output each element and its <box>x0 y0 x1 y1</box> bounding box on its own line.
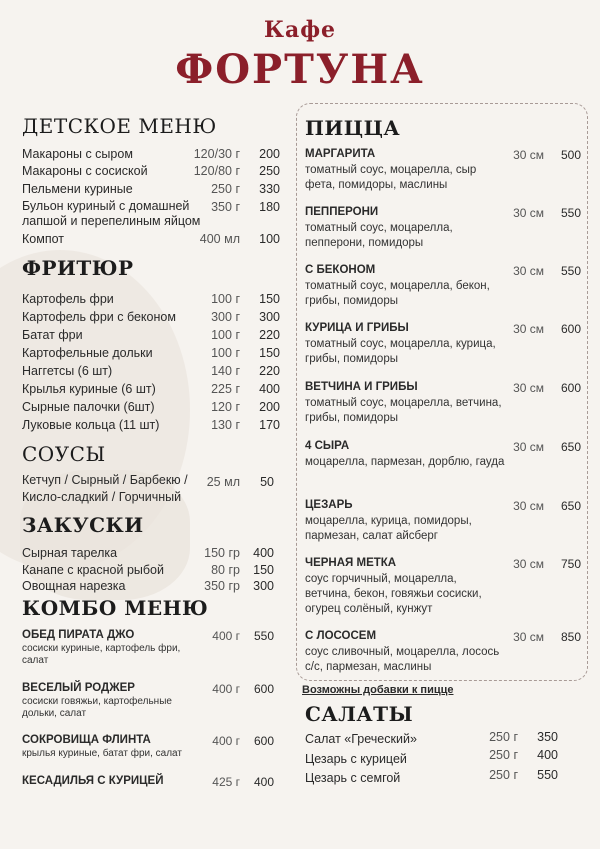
item-name: Картофельные дольки <box>22 346 153 360</box>
pizza-size: 30 см <box>513 322 544 336</box>
menu-item <box>22 199 280 231</box>
pizza-description: моцарелла, пармезан, дорблю, гауда <box>305 456 505 468</box>
item-weight: 80 гр <box>211 563 240 577</box>
item-name: Цезарь с семгой <box>305 771 401 785</box>
pizza-item <box>305 206 581 251</box>
combo-name: СОКРОВИЩА ФЛИНТА <box>22 734 151 746</box>
item-weight: 400 мл <box>199 232 240 246</box>
section-title-snacks: ЗАКУСКИ <box>22 513 144 537</box>
item-price: 550 <box>537 768 558 782</box>
menu-item <box>22 146 280 162</box>
item-weight: 250 г <box>211 182 240 196</box>
item-price: 200 <box>259 400 280 414</box>
pizza-description: соус горчичный, моцарелла, ветчина, бекон, говяжьи сосиски, огурец солёный, кунжут <box>305 573 482 615</box>
section-title-fryer: ФРИТЮР <box>22 256 134 280</box>
pizza-price: 600 <box>560 381 581 395</box>
item-weight: 350 гр <box>204 579 240 593</box>
combo-weight: 400 г <box>212 734 240 748</box>
item-name: Сырные палочки (6шт) <box>22 400 155 414</box>
menu-item <box>22 417 280 433</box>
pizza-size: 30 см <box>513 557 544 571</box>
sauce-list-line1: Кетчуп / Сырный / Барбекю / <box>22 473 188 487</box>
pizza-size: 30 см <box>513 630 544 644</box>
pizza-item <box>305 440 581 470</box>
combo-description: крылья куриные, батат фри, салат <box>22 748 182 759</box>
pizza-name: КУРИЦА И ГРИБЫ <box>305 322 409 334</box>
combo-name: ВЕСЕЛЫЙ РОДЖЕР <box>22 682 135 694</box>
pizza-description: томатный соус, моцарелла, ветчина, грибы, помидоры <box>305 397 502 424</box>
item-price: 400 <box>253 546 274 560</box>
combo-name: КЕСАДИЛЬЯ С КУРИЦЕЙ <box>22 775 164 787</box>
item-name: Макароны с сыром <box>22 147 133 161</box>
sauce-list-line2: Кисло-сладкий / Горчичный <box>22 490 182 504</box>
pizza-item <box>305 264 581 309</box>
combo-item <box>22 734 280 760</box>
pizza-description: томатный соус, моцарелла, пепперони, помидоры <box>305 222 453 249</box>
pizza-price: 550 <box>560 206 581 220</box>
item-name: Пельмени куриные <box>22 182 133 196</box>
pizza-item <box>305 499 581 544</box>
pizza-size: 30 см <box>513 148 544 162</box>
item-price: 150 <box>259 292 280 306</box>
item-name: Батат фри <box>22 328 83 342</box>
pizza-price: 850 <box>560 630 581 644</box>
pizza-name: С БЕКОНОМ <box>305 264 376 276</box>
pizza-item <box>305 381 581 426</box>
menu-item <box>22 181 280 197</box>
item-weight: 150 гр <box>204 546 240 560</box>
item-price: 300 <box>259 310 280 324</box>
pizza-size: 30 см <box>513 264 544 278</box>
section-title-salads: САЛАТЫ <box>305 702 414 726</box>
combo-weight: 425 г <box>212 775 240 789</box>
item-price: 220 <box>259 328 280 342</box>
item-weight: 130 г <box>211 418 240 432</box>
menu-item <box>22 399 280 415</box>
pizza-item <box>305 148 581 193</box>
item-name: Компот <box>22 232 64 246</box>
item-price: 330 <box>259 182 280 196</box>
menu-item <box>22 381 280 397</box>
menu-item <box>22 578 280 594</box>
combo-description: сосиски куриные, картофель фри, салат <box>22 643 181 666</box>
item-price: 350 <box>537 730 558 744</box>
item-name: Картофель фри <box>22 292 114 306</box>
pizza-item <box>305 322 581 367</box>
pizza-price: 750 <box>560 557 581 571</box>
item-price: 400 <box>259 382 280 396</box>
item-weight: 25 мл <box>206 475 240 489</box>
menu-item <box>22 231 280 247</box>
pizza-name: ЦЕЗАРЬ <box>305 499 353 511</box>
item-name: Картофель фри с беконом <box>22 310 176 324</box>
menu-item <box>22 472 280 506</box>
pizza-price: 500 <box>560 148 581 162</box>
pizza-price: 600 <box>560 322 581 336</box>
item-price: 50 <box>260 475 274 489</box>
pizza-size: 30 см <box>513 499 544 513</box>
item-name: Луковые кольца (11 шт) <box>22 418 160 432</box>
pizza-size: 30 см <box>513 440 544 454</box>
pizza-name: 4 СЫРА <box>305 440 350 452</box>
section-title-sauces: СОУСЫ <box>22 442 106 466</box>
combo-price: 400 <box>253 775 274 789</box>
combo-name: ОБЕД ПИРАТА ДЖО <box>22 629 135 641</box>
item-name: Макароны с сосиской <box>22 164 148 178</box>
item-price: 100 <box>259 232 280 246</box>
item-weight: 225 г <box>211 382 240 396</box>
pizza-name: ПЕППЕРОНИ <box>305 206 379 218</box>
item-weight: 120/30 г <box>193 147 240 161</box>
item-price: 180 <box>259 200 280 214</box>
pizza-name: ЧЕРНАЯ МЕТКА <box>305 557 397 569</box>
pizza-name: ВЕТЧИНА И ГРИБЫ <box>305 381 418 393</box>
menu-item <box>305 747 558 766</box>
menu-item <box>22 327 280 343</box>
item-price: 150 <box>259 346 280 360</box>
pizza-name: МАРГАРИТА <box>305 148 376 160</box>
pizza-price: 550 <box>560 264 581 278</box>
cafe-label: Кафе <box>263 17 337 43</box>
menu-item <box>305 729 558 745</box>
combo-weight: 400 г <box>212 682 240 696</box>
menu-item <box>22 309 280 325</box>
item-weight: 350 г <box>211 200 240 214</box>
combo-description: сосиски говяжьи, картофельные дольки, салат <box>22 696 172 719</box>
item-name: Бульон куриный с домашней лапшой и перепелиным яйцом <box>22 199 201 228</box>
item-price: 400 <box>537 748 558 762</box>
pizza-description: томатный соус, моцарелла, курица, грибы, помидоры <box>305 338 496 365</box>
combo-weight: 400 г <box>212 629 240 643</box>
item-price: 200 <box>259 147 280 161</box>
item-price: 220 <box>259 364 280 378</box>
section-title-kids: ДЕТСКОЕ МЕНЮ <box>22 114 217 138</box>
pizza-description: томатный соус, моцарелла, сыр фета, помидоры, маслины <box>305 164 477 191</box>
combo-price: 550 <box>253 629 274 643</box>
item-weight: 250 г <box>489 768 518 782</box>
menu-item <box>305 767 558 783</box>
pizza-item <box>305 630 581 675</box>
menu-item <box>22 562 280 578</box>
menu-item <box>22 345 280 361</box>
combo-item <box>22 629 280 667</box>
pizza-price: 650 <box>560 440 581 454</box>
item-price: 150 <box>253 563 274 577</box>
combo-item <box>22 775 280 787</box>
item-name: Наггетсы (6 шт) <box>22 364 113 378</box>
item-weight: 100 г <box>211 328 240 342</box>
pizza-addon-note: Возможны добавки к пицце <box>302 684 454 696</box>
pizza-size: 30 см <box>513 381 544 395</box>
pizza-description: томатный соус, моцарелла, бекон, грибы, помидоры <box>305 280 490 307</box>
pizza-name: С ЛОСОСЕМ <box>305 630 377 642</box>
item-price: 300 <box>253 579 274 593</box>
section-title-combo: КОМБО МЕНЮ <box>22 596 209 620</box>
item-weight: 300 г <box>211 310 240 324</box>
item-name: Овощная нарезка <box>22 579 126 593</box>
item-weight: 100 г <box>211 346 240 360</box>
cafe-name: ФОРТУНА <box>175 46 425 93</box>
item-weight: 250 г <box>489 748 518 762</box>
item-name: Канапе с красной рыбой <box>22 563 164 577</box>
item-weight: 100 г <box>211 292 240 306</box>
combo-item <box>22 682 280 720</box>
item-price: 170 <box>259 418 280 432</box>
pizza-size: 30 см <box>513 206 544 220</box>
item-weight: 250 г <box>489 730 518 744</box>
item-weight: 140 г <box>211 364 240 378</box>
pizza-item <box>305 557 581 617</box>
pizza-description: соус сливочный, моцарелла, лосось с/с, пармезан, маслины <box>305 646 500 673</box>
item-name: Цезарь с курицей <box>305 752 407 766</box>
menu-item <box>22 291 280 307</box>
section-title-pizza: ПИЦЦА <box>305 116 401 140</box>
combo-price: 600 <box>253 734 274 748</box>
combo-price: 600 <box>253 682 274 696</box>
menu-item <box>22 545 280 561</box>
item-name: Салат «Греческий» <box>305 732 417 746</box>
pizza-description: моцарелла, курица, помидоры, пармезан, салат айсберг <box>305 515 472 542</box>
pizza-price: 650 <box>560 499 581 513</box>
menu-item <box>22 363 280 379</box>
item-name: Крылья куриные (6 шт) <box>22 382 156 396</box>
item-weight: 120 г <box>211 400 240 414</box>
item-price: 250 <box>259 164 280 178</box>
menu-item <box>22 163 280 179</box>
item-name: Сырная тарелка <box>22 546 118 560</box>
item-weight: 120/80 г <box>193 164 240 178</box>
